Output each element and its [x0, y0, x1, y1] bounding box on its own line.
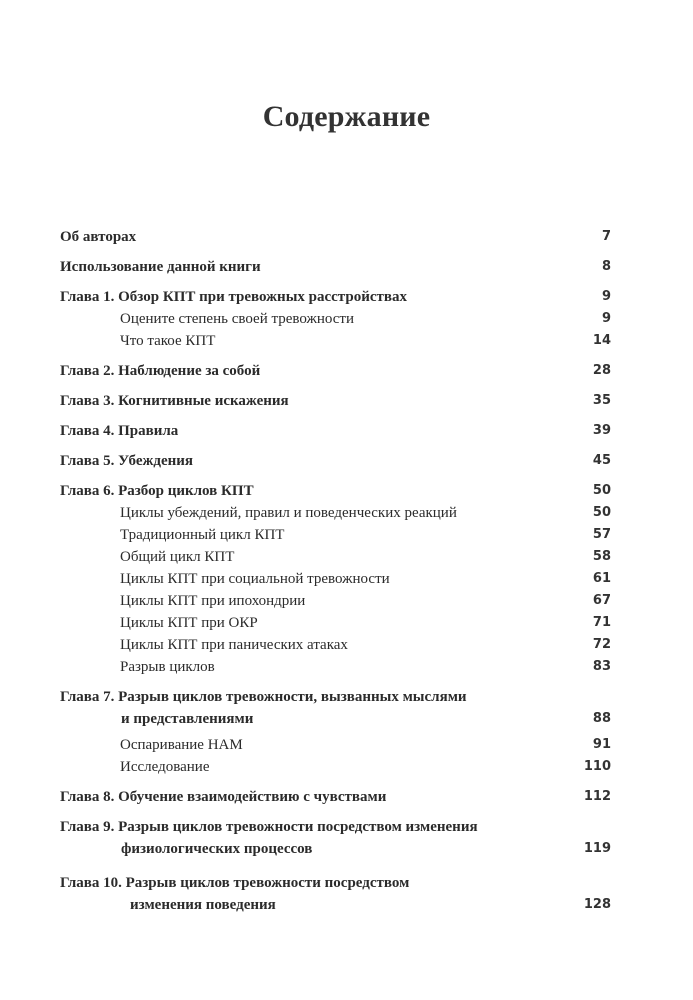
toc-entry — [60, 450, 611, 472]
toc-page-number: 50 — [592, 483, 611, 498]
page-title: Содержание — [262, 100, 431, 133]
toc-entry-title: Глава 9. Разрыв циклов тревожности посредством изменения — [60, 819, 478, 835]
table-of-contents — [60, 226, 611, 916]
toc-entry-title: Глава 5. Убеждения — [60, 453, 194, 469]
toc-page-number: 9 — [601, 289, 611, 304]
toc-entry-title: Традиционный цикл КПТ — [120, 527, 285, 543]
toc-subentry — [60, 546, 611, 568]
toc-page-number: 28 — [592, 363, 611, 378]
toc-entry-title: Глава 2. Наблюдение за собой — [60, 363, 261, 379]
toc-entry — [60, 390, 611, 412]
toc-entry-title: Глава 3. Когнитивные искажения — [60, 393, 289, 409]
toc-entry-title: Глава 8. Обучение взаимодействию с чувствами — [60, 789, 387, 805]
toc-subentry — [60, 634, 611, 656]
toc-page-number: 128 — [583, 897, 611, 912]
toc-entry — [60, 686, 611, 730]
toc-page-number: 9 — [601, 311, 611, 326]
toc-page-number: 8 — [601, 259, 611, 274]
toc-entry-title: Циклы КПТ при панических атаках — [120, 637, 348, 653]
toc-entry-title: Использование данной книги — [60, 259, 261, 275]
toc-page-number: 58 — [592, 549, 611, 564]
toc-page-number: 83 — [592, 659, 611, 674]
toc-entry-continuation — [60, 838, 611, 860]
toc-entry-title: Глава 4. Правила — [60, 423, 179, 439]
toc-entry — [60, 872, 611, 916]
toc-entry-continuation — [60, 708, 611, 730]
toc-entry-title: Что такое КПТ — [120, 333, 216, 349]
toc-entry-title: Общий цикл КПТ — [120, 549, 235, 565]
toc-page-number: 45 — [592, 453, 611, 468]
toc-entry-title: Глава 7. Разрыв циклов тревожности, вызванных мыслями — [60, 689, 467, 705]
toc-page-number: 110 — [583, 759, 611, 774]
toc-entry-title: Циклы КПТ при ОКР — [120, 615, 258, 631]
toc-subentry — [60, 590, 611, 612]
toc-subentry — [60, 568, 611, 590]
toc-entry — [60, 360, 611, 382]
toc-entry-title: Глава 1. Обзор КПТ при тревожных расстройствах — [60, 289, 407, 305]
toc-entry-title: Разрыв циклов — [120, 659, 215, 675]
toc-entry-title-line2: изменения поведения — [130, 897, 276, 913]
toc-entry-title-line2: и представлениями — [121, 711, 254, 727]
toc-entry — [60, 420, 611, 442]
toc-page-number: 91 — [592, 737, 611, 752]
toc-page-number: 112 — [583, 789, 611, 804]
toc-entry-title: Циклы КПТ при ипохондрии — [120, 593, 306, 609]
toc-subentry — [60, 308, 611, 330]
toc-subentry — [60, 524, 611, 546]
toc-entry — [60, 480, 611, 502]
toc-entry-title: Глава 10. Разрыв циклов тревожности посредством — [60, 875, 410, 891]
toc-entry — [60, 816, 611, 860]
toc-page-number: 7 — [601, 229, 611, 244]
toc-subentry — [60, 612, 611, 634]
toc-subentry — [60, 330, 611, 352]
toc-subentry — [60, 502, 611, 524]
toc-entry — [60, 286, 611, 308]
toc-page-number: 88 — [592, 711, 611, 726]
toc-page-number: 35 — [592, 393, 611, 408]
toc-page-number: 119 — [583, 841, 611, 856]
toc-entry — [60, 256, 611, 278]
toc-entry-title: Глава 6. Разбор циклов КПТ — [60, 483, 254, 499]
toc-page-number: 14 — [592, 333, 611, 348]
toc-page-number: 61 — [592, 571, 611, 586]
toc-entry-title-line2: физиологических процессов — [121, 841, 313, 857]
toc-entry-title: Исследование — [120, 759, 210, 775]
toc-entry-title: Оспаривание НАМ — [120, 737, 243, 753]
toc-subentry — [60, 756, 611, 778]
toc-entry-title: Об авторах — [60, 229, 137, 245]
toc-page-number: 39 — [592, 423, 611, 438]
toc-entry-title: Оцените степень своей тревожности — [120, 311, 354, 327]
toc-subentry — [60, 656, 611, 678]
toc-page-number: 57 — [592, 527, 611, 542]
toc-page-number: 50 — [592, 505, 611, 520]
toc-page-number: 67 — [592, 593, 611, 608]
toc-entry-title: Циклы убеждений, правил и поведенческих реакций — [120, 505, 457, 521]
toc-entry — [60, 226, 611, 248]
toc-entry-title: Циклы КПТ при социальной тревожности — [120, 571, 390, 587]
toc-page-number: 72 — [592, 637, 611, 652]
toc-entry — [60, 786, 611, 808]
toc-subentry — [60, 734, 611, 756]
toc-entry-continuation — [60, 894, 611, 916]
toc-page-number: 71 — [592, 615, 611, 630]
